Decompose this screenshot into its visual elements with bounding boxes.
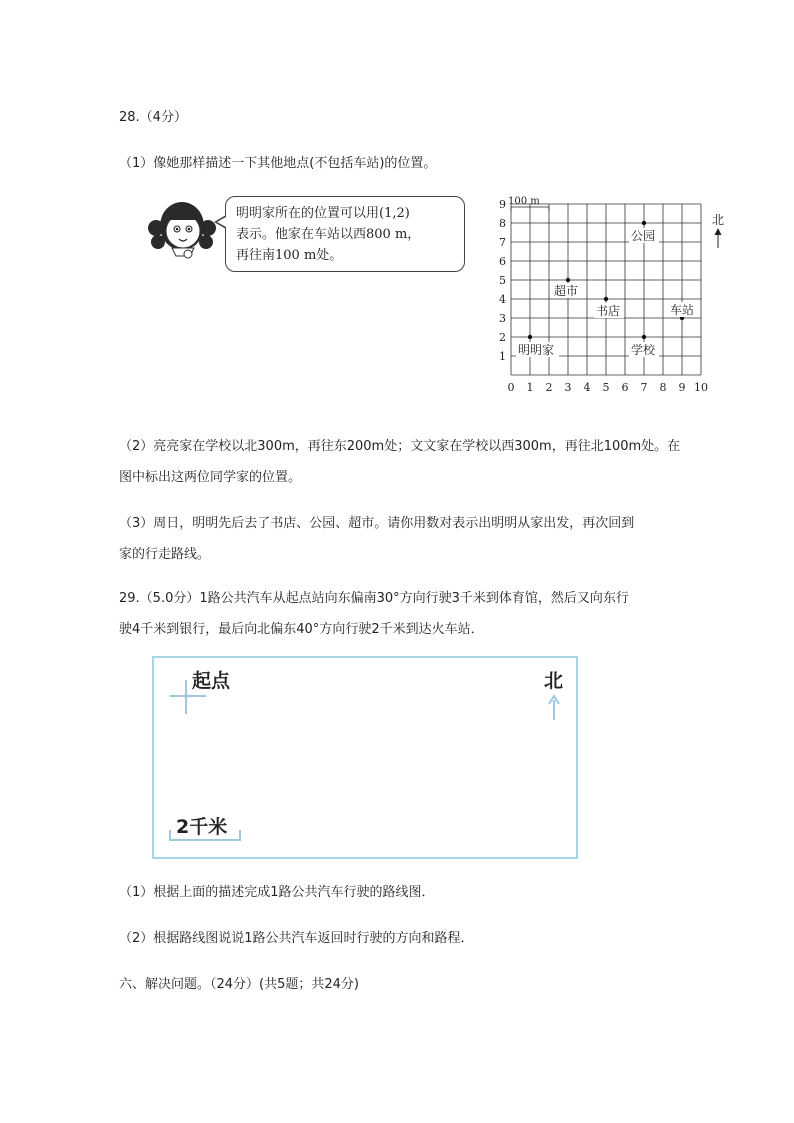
x-tick-label: 4 [583, 381, 591, 394]
grid-point [604, 297, 608, 301]
q29-part2: （2）根据路线图说说1路公共汽车返回时行驶的方向和路程． [119, 931, 474, 946]
bubble-line-1: 明明家所在的位置可以用(1,2) [236, 206, 410, 221]
grid-points [516, 221, 698, 357]
x-tick-label: 7 [640, 381, 648, 394]
x-tick-label: 1 [526, 381, 534, 394]
girl-illustration [146, 196, 218, 260]
grid-north-label: 北 [712, 213, 725, 227]
q28-part1: （1）像她那样描述一下其他地点(不包括车站)的位置。 [119, 156, 437, 171]
x-tick-label: 0 [507, 381, 515, 394]
grid-point-label: 公园 [631, 229, 656, 243]
x-tick-label: 10 [694, 381, 708, 394]
q29-line2: 驶4千米到银行，最后向北偏东40°方向行驶2千米到达火车站． [119, 622, 484, 637]
route-drawing-box [152, 656, 578, 859]
q28-part2-line2: 图中标出这两位同学家的位置。 [119, 470, 302, 485]
start-crosshair [168, 676, 208, 716]
x-tick-label: 9 [678, 381, 686, 394]
grid-point-label: 超市 [554, 284, 579, 298]
section6-title: 六、解决问题。（24分）(共5题；共24分) [119, 977, 359, 992]
grid-point [528, 335, 532, 339]
x-tick-label: 6 [621, 381, 629, 394]
q29-part1: （1）根据上面的描述完成1路公共汽车行驶的路线图． [119, 885, 435, 900]
x-tick-label: 8 [659, 381, 667, 394]
grid-point-label: 明明家 [518, 343, 555, 357]
y-tick-label: 4 [499, 293, 506, 306]
grid-north-arrow-head [715, 228, 722, 235]
bubble-line-3: 再往南100 m处。 [236, 248, 343, 263]
route-scale-bracket [168, 828, 244, 844]
grid-scale-label: 100 m [508, 196, 540, 207]
y-tick-label: 9 [499, 198, 506, 211]
grid-point [566, 278, 570, 282]
route-scale-label: 2千米 [176, 816, 228, 838]
grid-point-label: 书店 [596, 304, 621, 318]
y-tick-label: 8 [499, 217, 506, 230]
bubble-tail-inner [217, 217, 226, 227]
y-tick-label: 5 [499, 274, 506, 287]
grid-point [642, 335, 646, 339]
y-tick-label: 3 [499, 312, 506, 325]
y-tick-label: 2 [499, 331, 506, 344]
route-north-arrow [547, 694, 561, 722]
q28-part3-line2: 家的行走路线。 [119, 547, 211, 562]
q28-part2-line1: （2）亮亮家在学校以北300m，再往东200m处；文文家在学校以西300m，再往北100m处。在 [119, 439, 681, 454]
x-tick-label: 2 [545, 381, 553, 394]
start-label: 起点 [192, 670, 231, 692]
q28-part3-line1: （3）周日，明明先后去了书店、公园、超市。请你用数对表示出明明从家出发，再次回到 [119, 516, 635, 531]
grid-point [642, 221, 646, 225]
grid-point-label: 学校 [631, 343, 656, 357]
y-tick-label: 7 [499, 236, 506, 249]
speech-bubble [225, 196, 465, 272]
q29-line1: 29.（5.0分）1路公共汽车从起点站向东偏南30°方向行驶3千米到体育馆，然后又向东行 [119, 591, 629, 606]
q28-header: 28.（4分） [119, 110, 187, 125]
x-tick-label: 5 [602, 381, 610, 394]
x-tick-label: 3 [564, 381, 572, 394]
route-north-label: 北 [544, 670, 564, 692]
y-tick-label: 1 [499, 350, 506, 363]
y-tick-label: 6 [499, 255, 506, 268]
grid-point-label: 车站 [670, 303, 695, 317]
bubble-line-2: 表示。他家在车站以西800 m， [236, 227, 421, 242]
coordinate-grid [496, 190, 732, 405]
